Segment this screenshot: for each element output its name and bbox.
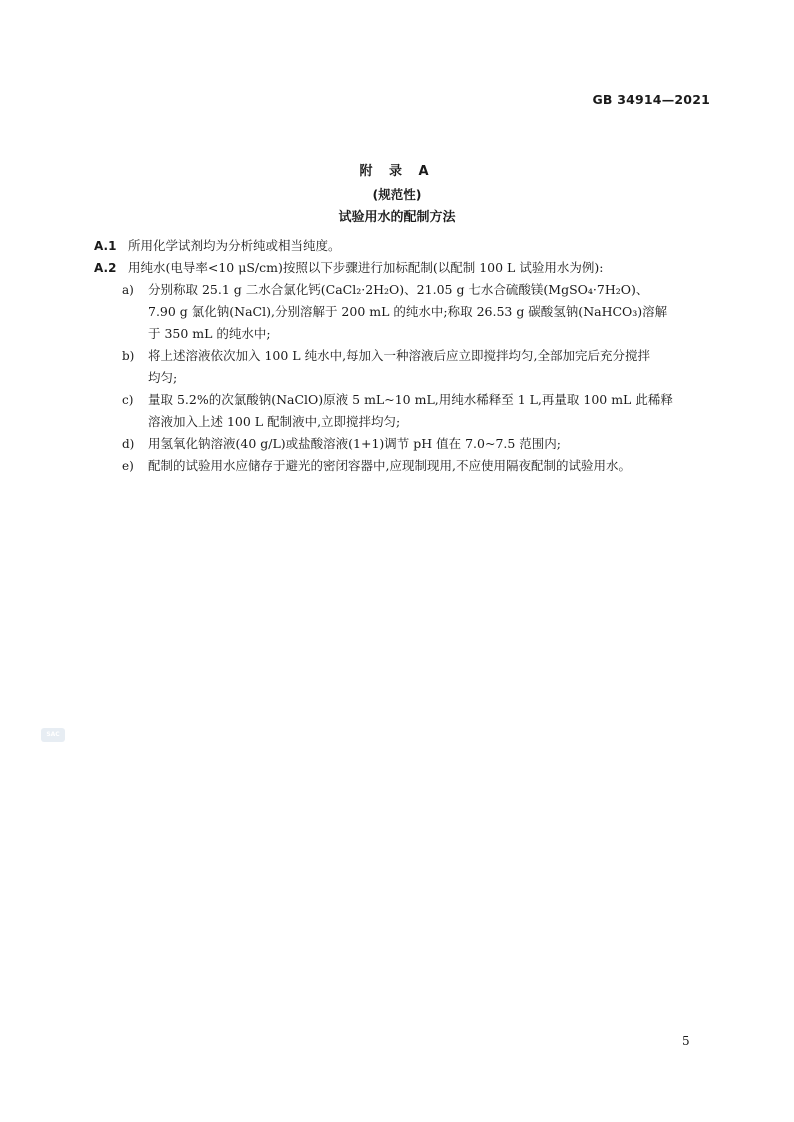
list-item-mark: a) bbox=[122, 283, 134, 297]
list-item bbox=[122, 279, 714, 345]
list-item bbox=[122, 389, 714, 433]
list-item bbox=[122, 455, 714, 477]
clause-a2 bbox=[94, 257, 714, 279]
page-number: 5 bbox=[682, 1034, 690, 1048]
appendix-title: 附 录 A bbox=[359, 164, 435, 179]
clause-number: A.1 bbox=[94, 239, 117, 253]
list-item-text bbox=[148, 279, 714, 345]
text-line: 用氢氧化钠溶液(40 g/L)或盐酸溶液(1+1)调节 pH 值在 7.0~7.5 范围内; bbox=[148, 436, 562, 451]
text-line: 溶液加入上述 100 L 配制液中,立即搅拌均匀; bbox=[148, 414, 401, 429]
appendix-type: (规范性) bbox=[372, 187, 422, 202]
text-line: 7.90 g 氯化钠(NaCl),分别溶解于 200 mL 的纯水中;称取 26.53 g 碳酸氢钠(NaHCO₃)溶解 bbox=[148, 304, 668, 319]
text-line: 将上述溶液依次加入 100 L 纯水中,每加入一种溶液后应立即搅拌均匀,全部加完后充分搅拌 bbox=[148, 348, 651, 363]
clause-text: 所用化学试剂均为分析纯或相当纯度。 bbox=[128, 238, 341, 253]
watermark-logo: SAC bbox=[41, 728, 65, 742]
text-line: 于 350 mL 的纯水中; bbox=[148, 326, 271, 341]
list-item-mark: c) bbox=[122, 393, 134, 407]
list-item bbox=[122, 345, 714, 389]
appendix-heading bbox=[0, 160, 794, 230]
standard-code: GB 34914—2021 bbox=[592, 92, 710, 107]
clause-number: A.2 bbox=[94, 261, 117, 275]
list-item-text bbox=[148, 455, 714, 477]
text-line: 分别称取 25.1 g 二水合氯化钙(CaCl₂·2H₂O)、21.05 g 七水合硫酸镁(MgSO₄·7H₂O)、 bbox=[148, 282, 649, 297]
text-line: 量取 5.2%的次氯酸钠(NaClO)原液 5 mL~10 mL,用纯水稀释至 1 L,再量取 100 mL 此稀释 bbox=[148, 392, 673, 407]
list-item-text bbox=[148, 433, 714, 455]
appendix-subject: 试验用水的配制方法 bbox=[338, 210, 456, 225]
list-item-mark: d) bbox=[122, 437, 135, 451]
text-line: 配制的试验用水应储存于避光的密闭容器中,应现制现用,不应使用隔夜配制的试验用水。 bbox=[148, 458, 631, 473]
list-item-mark: b) bbox=[122, 349, 135, 363]
list-item bbox=[122, 433, 714, 455]
text-line: 均匀; bbox=[148, 370, 178, 385]
list-item-text bbox=[148, 389, 714, 433]
clause-text: 用纯水(电导率<10 μS/cm)按照以下步骤进行加标配制(以配制 100 L 试验用水为例): bbox=[128, 260, 604, 275]
appendix-body bbox=[94, 235, 714, 477]
list-item-text bbox=[148, 345, 714, 389]
list-item-mark: e) bbox=[122, 459, 134, 473]
clause-a1 bbox=[94, 235, 714, 257]
